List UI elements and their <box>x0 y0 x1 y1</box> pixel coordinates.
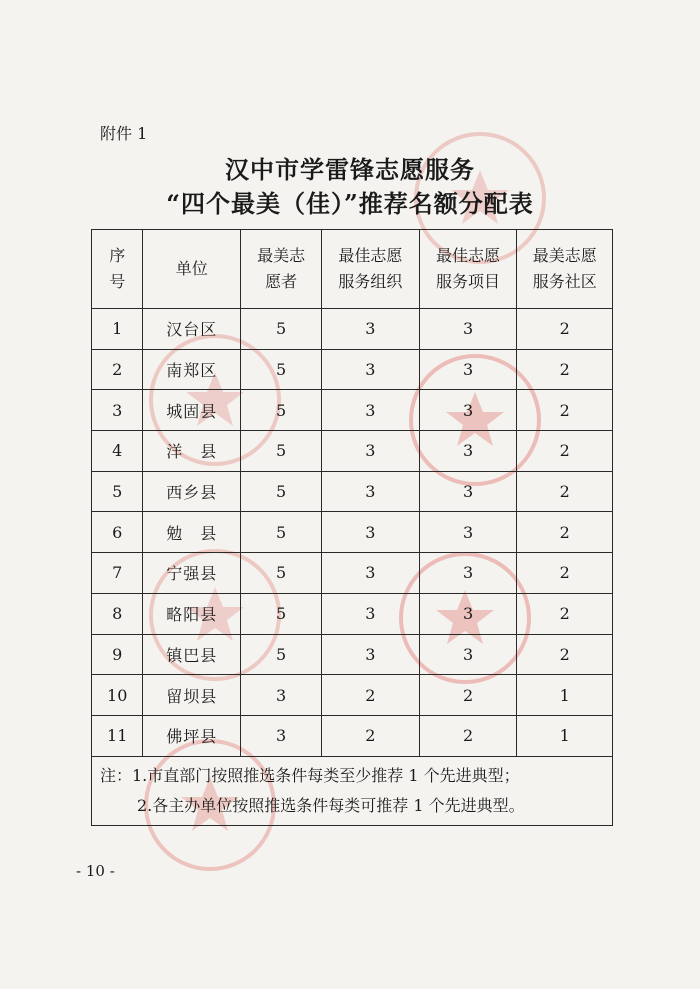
note-line-1: 注：1.市直部门按照推选条件每类至少推荐 1 个先进典型； <box>100 765 520 785</box>
unit-cell: 略阳县 <box>143 593 241 634</box>
organization-quota-cell: 3 <box>322 634 420 675</box>
organization-quota-cell: 3 <box>322 390 420 431</box>
unit-cell: 佛坪县 <box>143 715 241 756</box>
community-quota-cell: 2 <box>517 553 613 594</box>
row-number-cell: 5 <box>92 471 143 512</box>
header-cell: 最佳志愿 服务项目 <box>419 230 517 309</box>
row-number-cell: 10 <box>92 675 143 716</box>
project-quota-cell: 3 <box>419 309 517 350</box>
page-number: - 10 - <box>76 862 115 880</box>
organization-quota-cell: 3 <box>322 349 420 390</box>
header-cell: 单位 <box>143 230 241 309</box>
unit-cell: 镇巴县 <box>143 634 241 675</box>
unit-cell: 宁强县 <box>143 553 241 594</box>
note-line-2: 2.各主办单位按照推选条件每类可推荐 1 个先进典型。 <box>137 795 525 815</box>
project-quota-cell: 3 <box>419 349 517 390</box>
table-row <box>92 349 613 390</box>
project-quota-cell: 3 <box>419 390 517 431</box>
table-body <box>92 309 613 757</box>
organization-quota-cell: 3 <box>322 553 420 594</box>
document-title-line2: “四个最美（佳）”推荐名额分配表 <box>166 189 534 218</box>
volunteer-quota-cell: 5 <box>241 431 322 472</box>
unit-cell: 勉 县 <box>143 512 241 553</box>
volunteer-quota-cell: 5 <box>241 593 322 634</box>
organization-quota-cell: 3 <box>322 593 420 634</box>
header-cell: 最美志愿 服务社区 <box>517 230 613 309</box>
community-quota-cell: 2 <box>517 349 613 390</box>
table-note <box>92 756 613 825</box>
organization-quota-cell: 2 <box>322 715 420 756</box>
row-number-cell: 7 <box>92 553 143 594</box>
project-quota-cell: 2 <box>419 675 517 716</box>
attachment-label: 附件 1 <box>100 124 148 143</box>
table-row <box>92 471 613 512</box>
project-quota-cell: 3 <box>419 634 517 675</box>
unit-cell: 城固县 <box>143 390 241 431</box>
volunteer-quota-cell: 5 <box>241 634 322 675</box>
community-quota-cell: 2 <box>517 593 613 634</box>
community-quota-cell: 2 <box>517 431 613 472</box>
volunteer-quota-cell: 5 <box>241 553 322 594</box>
row-number-cell: 3 <box>92 390 143 431</box>
table-row <box>92 390 613 431</box>
quota-allocation-table <box>91 229 613 826</box>
volunteer-quota-cell: 5 <box>241 309 322 350</box>
row-number-cell: 9 <box>92 634 143 675</box>
volunteer-quota-cell: 5 <box>241 390 322 431</box>
row-number-cell: 6 <box>92 512 143 553</box>
community-quota-cell: 1 <box>517 675 613 716</box>
volunteer-quota-cell: 5 <box>241 512 322 553</box>
row-number-cell: 1 <box>92 309 143 350</box>
row-number-cell: 4 <box>92 431 143 472</box>
unit-cell: 西乡县 <box>143 471 241 512</box>
table-header-row <box>92 230 613 309</box>
project-quota-cell: 2 <box>419 715 517 756</box>
project-quota-cell: 3 <box>419 512 517 553</box>
table-note-row <box>92 756 613 825</box>
unit-cell: 汉台区 <box>143 309 241 350</box>
unit-cell: 洋 县 <box>143 431 241 472</box>
row-number-cell: 11 <box>92 715 143 756</box>
table-row <box>92 675 613 716</box>
organization-quota-cell: 2 <box>322 675 420 716</box>
project-quota-cell: 3 <box>419 553 517 594</box>
organization-quota-cell: 3 <box>322 309 420 350</box>
organization-quota-cell: 3 <box>322 512 420 553</box>
organization-quota-cell: 3 <box>322 471 420 512</box>
project-quota-cell: 3 <box>419 471 517 512</box>
row-number-cell: 8 <box>92 593 143 634</box>
header-cell: 最美志 愿者 <box>241 230 322 309</box>
header-cell: 最佳志愿 服务组织 <box>322 230 420 309</box>
project-quota-cell: 3 <box>419 431 517 472</box>
project-quota-cell: 3 <box>419 593 517 634</box>
table-row <box>92 431 613 472</box>
community-quota-cell: 2 <box>517 309 613 350</box>
header-cell: 序 号 <box>92 230 143 309</box>
volunteer-quota-cell: 5 <box>241 349 322 390</box>
table-row <box>92 553 613 594</box>
community-quota-cell: 2 <box>517 471 613 512</box>
volunteer-quota-cell: 3 <box>241 675 322 716</box>
volunteer-quota-cell: 5 <box>241 471 322 512</box>
unit-cell: 南郑区 <box>143 349 241 390</box>
unit-cell: 留坝县 <box>143 675 241 716</box>
table-row <box>92 309 613 350</box>
document-title-line1: 汉中市学雷锋志愿服务 <box>225 155 475 184</box>
table-row <box>92 634 613 675</box>
table-row <box>92 715 613 756</box>
table-row <box>92 512 613 553</box>
community-quota-cell: 1 <box>517 715 613 756</box>
volunteer-quota-cell: 3 <box>241 715 322 756</box>
row-number-cell: 2 <box>92 349 143 390</box>
community-quota-cell: 2 <box>517 390 613 431</box>
community-quota-cell: 2 <box>517 634 613 675</box>
community-quota-cell: 2 <box>517 512 613 553</box>
organization-quota-cell: 3 <box>322 431 420 472</box>
table-row <box>92 593 613 634</box>
